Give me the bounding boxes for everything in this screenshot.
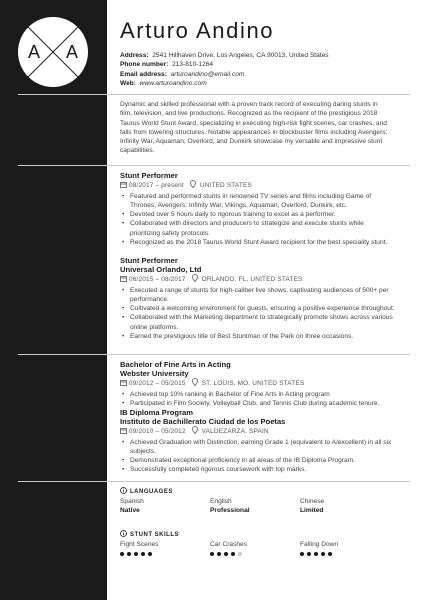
list-item: • Collaborated with the Marketing department to strategically promote shows across various online platforms.	[130, 313, 395, 332]
rating-dot-filled	[141, 552, 145, 556]
job-dates: 08/2017 – present	[128, 182, 184, 189]
job-bullets	[120, 192, 395, 248]
section-label-education: EDUCATION	[362, 359, 410, 368]
list-item: • Achieved top 10% ranking in Bachelor of Fine Arts in Acting program	[130, 390, 395, 399]
languages-block	[120, 487, 395, 515]
contact-address: Address: 2541 Hillhaven Drive, Los Angeles, CA 90013, United States	[120, 52, 329, 59]
stunt-skill-name: Fight Scenes	[120, 541, 159, 548]
job-meta	[120, 274, 395, 286]
education-meta	[120, 378, 395, 390]
calendar-icon	[120, 276, 127, 283]
location-pin-icon	[192, 378, 198, 390]
list-item: • Cultivated a welcoming environment for guests, ensuring a positive experience throughout.	[130, 304, 395, 313]
stunt-skills-grid	[120, 541, 395, 556]
calendar-icon	[120, 380, 127, 387]
divider-profile	[18, 94, 410, 95]
work-entry-2	[120, 256, 395, 341]
list-item: • Demonstrated exceptional proficiency in all areas of the IB Diploma Program.	[130, 456, 395, 465]
education-meta	[120, 426, 395, 438]
stunt-skills-block	[120, 530, 395, 556]
rating-dot-filled	[210, 552, 214, 556]
work-entry-1	[120, 171, 395, 247]
education-dates: 09/2010 – 05/2012	[128, 428, 186, 435]
job-location: ORLANDO, FL, UNITED STATES	[201, 276, 303, 283]
rating-dot-filled	[120, 552, 124, 556]
calendar-icon	[120, 428, 127, 435]
monogram-first-initial: A	[28, 42, 41, 62]
degree-title: Bachelor of Fine Arts in Acting	[120, 360, 231, 369]
language-item	[300, 498, 390, 515]
list-item: • Executed a range of stunts for high-caliber live shows, captivating audiences of 500+ per performance.	[130, 286, 395, 305]
divider-education	[18, 354, 410, 355]
job-dates: 06/2015 – 08/2017	[128, 276, 186, 283]
job-meta	[120, 180, 395, 192]
languages-heading: LANGUAGES	[120, 487, 395, 497]
education-dates: 09/2012 – 05/2015	[128, 380, 186, 387]
rating-dot-filled	[314, 552, 318, 556]
profile-summary: Dynamic and skilled professional with a proven track record of executing daring stunts in film, television, and live productions. Recognized as the recipient of the prestigious 2018 Taurus World Stunt Award, specializing in executing high-risk fight scenes, car crashes, and falls from towering structures. Notable appearances in blockbuster films including Avengers: Infinity War, Aquaman, Overlord, and Dunkirk showcase my versatile and impressive stunt capabilities.	[120, 101, 388, 155]
language-name: Chinese	[300, 498, 325, 505]
languages-grid	[120, 498, 395, 515]
stunt-skill-item	[300, 541, 390, 556]
language-level: Limited	[300, 506, 324, 514]
rating-dot-filled	[321, 552, 325, 556]
rating-dot-filled	[307, 552, 311, 556]
section-label-work-experience: WORK EXPERIENCE	[330, 171, 410, 180]
rating-dot-filled	[127, 552, 131, 556]
list-item: • Devoted over 5 hours daily to rigorous training to excel as a performer.	[130, 210, 395, 219]
stunt-skill-item	[120, 541, 210, 556]
list-item: • Featured and performed stunts in renowned TV series and films including Game of Thrones, Avengers: Infinity War, Vikings, Aquaman, Overlord, Dunkirk, etc.	[130, 192, 395, 211]
location-pin-icon	[192, 426, 198, 438]
education-bullets	[120, 390, 395, 409]
website-link[interactable]: www.arturoandino.com	[139, 80, 207, 88]
info-circle-icon	[120, 487, 127, 497]
contact-info	[120, 51, 329, 89]
list-item: • Recognized as the 2018 Taurus World Stunt Award recipient for the best speciality stunt.	[130, 238, 395, 247]
calendar-icon	[120, 182, 127, 189]
skill-rating	[210, 552, 300, 556]
rating-dot-filled	[231, 552, 235, 556]
rating-dot-filled	[224, 552, 228, 556]
candidate-name: Arturo Andino	[120, 18, 275, 43]
rating-dot-empty	[238, 552, 242, 556]
job-location: UNITED STATES	[199, 182, 252, 189]
stunt-skill-item	[210, 541, 300, 556]
sidebar	[0, 0, 107, 600]
contact-email: Email address: arturoandino@email.com	[120, 70, 245, 78]
email-link[interactable]: arturoandino@email.com	[170, 70, 245, 78]
info-circle-icon	[120, 530, 127, 540]
rating-dot-filled	[300, 552, 304, 556]
list-item: • Achieved Graduation with Distinction, earning Grade 1 (equivalent to A/excellent) in all six subjects.	[130, 438, 395, 457]
location-pin-icon	[192, 274, 198, 286]
language-name: English	[210, 498, 232, 505]
language-item	[210, 498, 300, 515]
education-location: VALDEZARZA, SPAIN	[201, 428, 269, 435]
job-bullets	[120, 286, 395, 342]
skill-rating	[120, 552, 210, 556]
skill-rating	[300, 552, 390, 556]
language-name: Spanish	[120, 498, 144, 505]
list-item: • Participated in Film Society, Volleyball Club, and Tennis Club during academic tenure.	[130, 399, 395, 408]
job-organization: Universal Orlando, Ltd	[120, 265, 202, 274]
list-item: • Earned the prestigious title of Best Stuntman of the Park on three occasions.	[130, 332, 395, 341]
stunt-skill-name: Car Crashes	[210, 541, 248, 548]
rating-dot-filled	[217, 552, 221, 556]
contact-phone: Phone number: 213-810-1264	[120, 61, 214, 69]
rating-dot-filled	[148, 552, 152, 556]
job-title: Stunt Performer	[120, 256, 178, 265]
contact-web: Web: www.arturoandino.com	[120, 80, 207, 88]
section-label-skills: SKILLS	[382, 487, 410, 496]
divider-work	[18, 165, 410, 166]
school-name: Webster University	[120, 369, 189, 378]
list-item: • Collaborated with directors and producers to strategize and execute stunts while prioritizing safety protocols.	[130, 219, 395, 238]
stunt-skills-heading: STUNT SKILLS	[120, 530, 395, 540]
school-name: Instituto de Bachillerato Ciudad de los Poetas	[120, 417, 286, 426]
degree-title: IB Diploma Program	[120, 408, 193, 417]
education-entry-1	[120, 360, 395, 408]
language-level: Native	[120, 506, 140, 514]
education-bullets	[120, 438, 395, 475]
divider-skills	[18, 481, 410, 482]
rating-dot-filled	[134, 552, 138, 556]
monogram-avatar	[18, 17, 88, 87]
location-pin-icon	[190, 180, 196, 192]
monogram-last-initial: A	[65, 42, 78, 62]
language-level: Professional	[210, 506, 250, 514]
education-location: ST. LOUIS, MO, UNITED STATES	[201, 380, 305, 387]
list-item: • Successfully completed rigorous coursework with top marks.	[130, 465, 395, 474]
language-item	[120, 498, 210, 515]
stunt-skill-name: Falling Down	[300, 541, 339, 548]
education-entry-2	[120, 408, 395, 475]
job-title: Stunt Performer	[120, 171, 178, 180]
section-label-profile: PROFILE	[375, 100, 410, 109]
rating-dot-filled	[328, 552, 332, 556]
